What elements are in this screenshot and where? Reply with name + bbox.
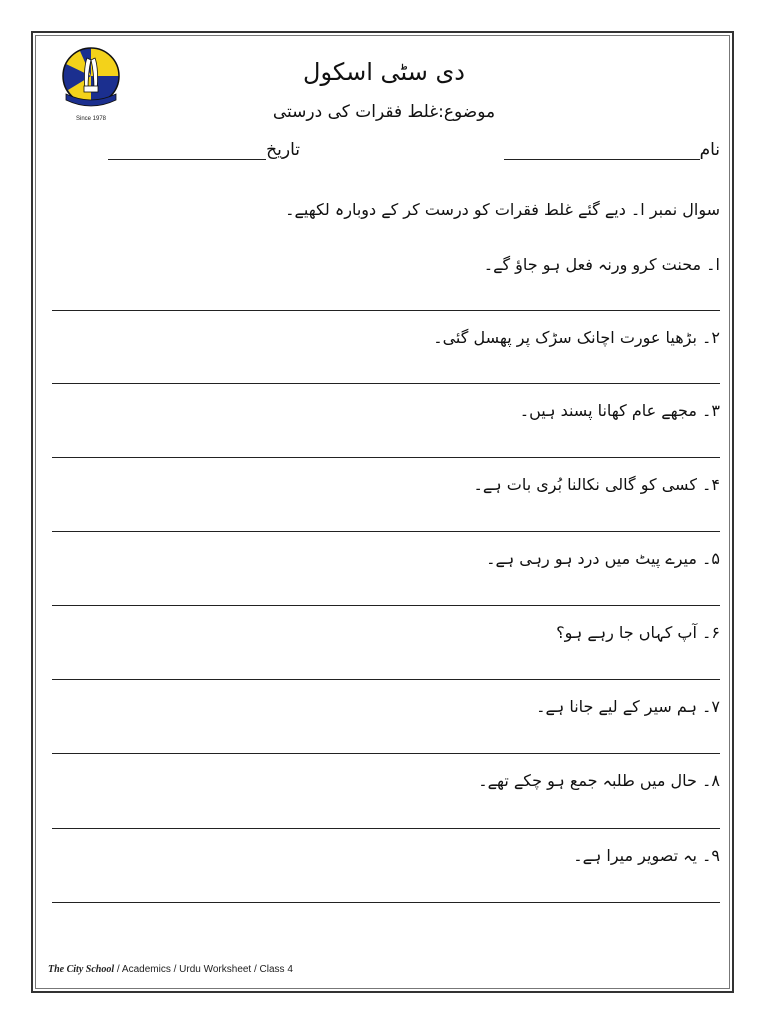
school-name: دی سٹی اسکول (303, 58, 465, 86)
name-blank-line[interactable] (504, 141, 700, 160)
question-4: ۴۔ کسی کو گالی نکالنا بُری بات ہے۔ (473, 475, 720, 494)
question-7: ۷۔ ہم سیر کے لیے جانا ہے۔ (536, 697, 720, 716)
question-1: ا۔ محنت کرو ورنہ فعل ہو جاؤ گے۔ (483, 255, 720, 274)
footer-brand: The City School (48, 964, 115, 975)
answer-line-3[interactable] (52, 457, 720, 458)
question-5: ۵۔ میرے پیٹ میں درد ہو رہی ہے۔ (486, 549, 720, 568)
answer-line-9[interactable] (52, 902, 720, 903)
question-8: ۸۔ حال میں طلبہ جمع ہو چکے تھے۔ (478, 771, 720, 790)
worksheet-subject: موضوع:غلط فقرات کی درستی (272, 102, 496, 122)
name-label: نام (699, 140, 720, 160)
answer-line-2[interactable] (52, 383, 720, 384)
question-2: ۲۔ بڑھیا عورت اچانک سڑک پر پھسل گئی۔ (433, 328, 720, 347)
date-blank-line[interactable] (108, 141, 266, 160)
answer-line-5[interactable] (52, 605, 720, 606)
answer-line-6[interactable] (52, 679, 720, 680)
question-6: ۶۔ آپ کہاں جا رہے ہو؟ (556, 623, 720, 642)
footer-path: / Academics / Urdu Worksheet / Class 4 (114, 964, 293, 975)
name-field[interactable] (504, 140, 720, 160)
logo-caption: Since 1978 (75, 116, 107, 122)
date-label: تاریخ (266, 140, 300, 160)
answer-line-1[interactable] (52, 310, 720, 311)
question-3: ۳۔ مجھے عام کھانا پسند ہیں۔ (519, 401, 720, 420)
footer (48, 964, 293, 975)
answer-line-8[interactable] (52, 828, 720, 829)
date-field[interactable] (108, 140, 300, 160)
question-9: ۹۔ یہ تصویر میرا ہے۔ (573, 846, 720, 865)
answer-line-7[interactable] (52, 753, 720, 754)
answer-line-4[interactable] (52, 531, 720, 532)
instruction-text: سوال نمبر ا۔ دیے گئے غلط فقرات کو درست کر کے دوبارہ لکھیے۔ (285, 200, 720, 219)
